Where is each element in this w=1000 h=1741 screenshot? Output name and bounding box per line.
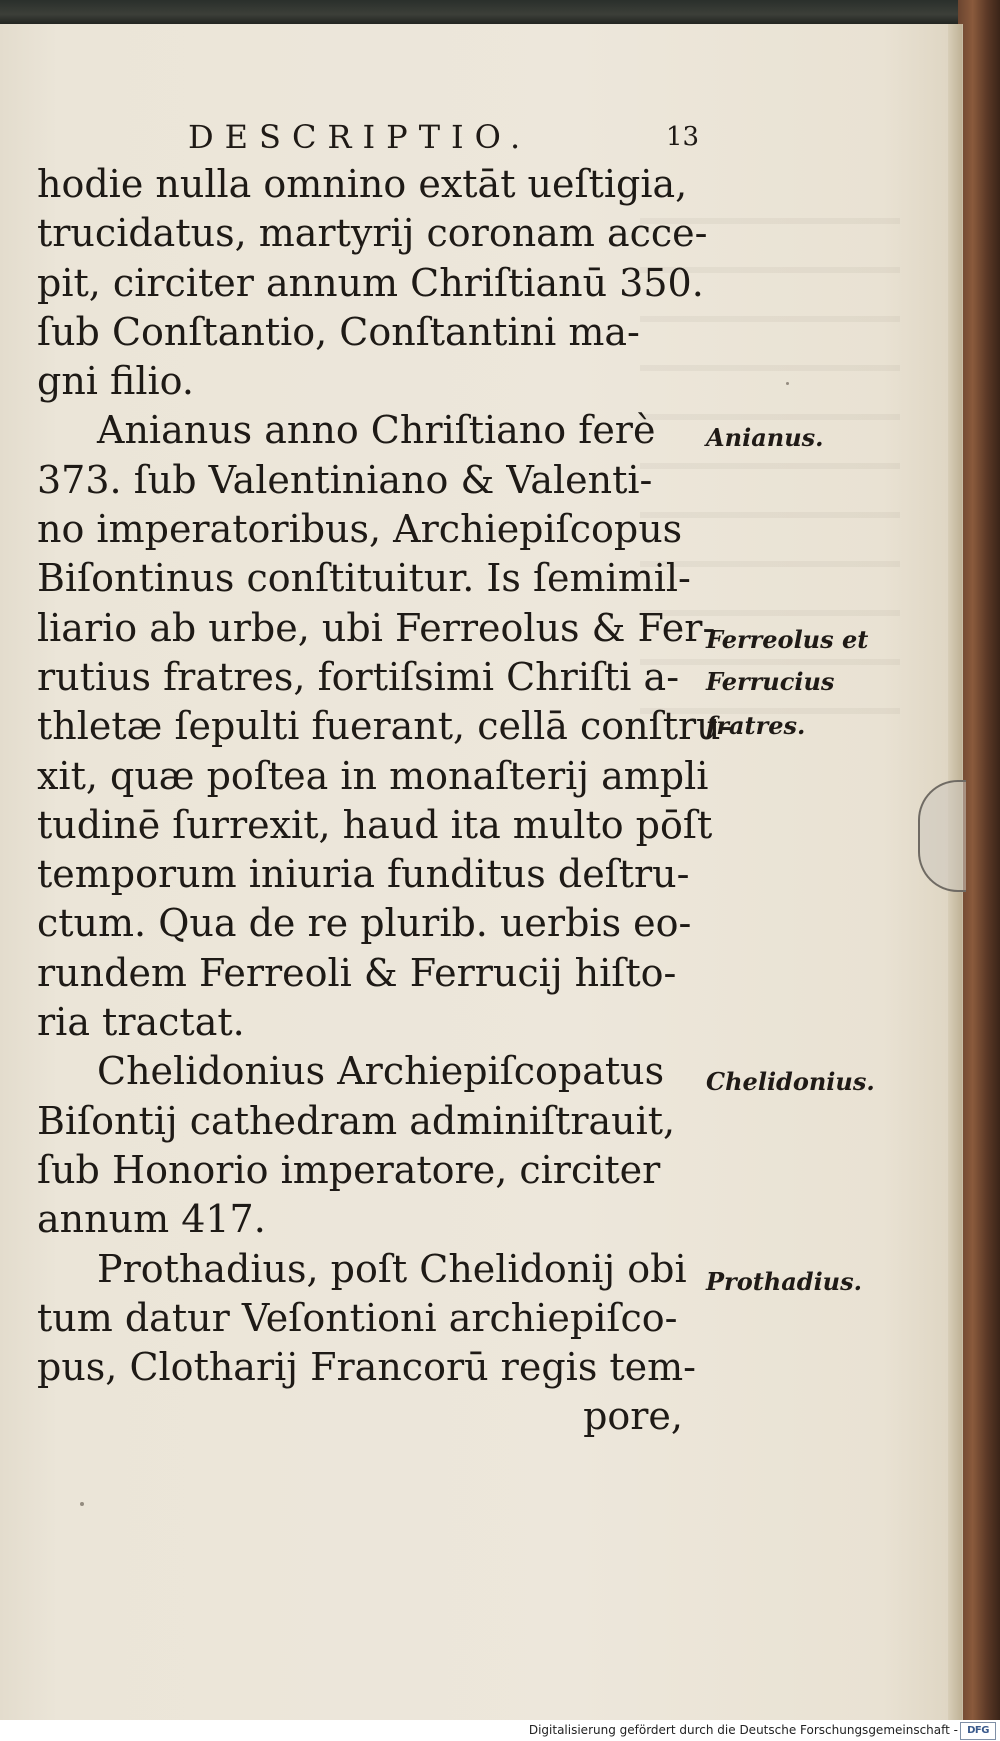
text-line: Prothadius, poſt Chelidonij obi [97,1246,687,1291]
margin-note-ferreolus: Ferreolus et [706,625,869,654]
text-line: annum 417. [37,1197,266,1242]
margin-note-chelidonius: Chelidonius. [706,1067,875,1096]
text-line: rundem Ferreoli & Ferrucij hiſto- [37,950,677,995]
text-line: thletæ ſepulti fuerant, cellā conſtru- [37,704,734,749]
book-top-edge [0,0,960,26]
text-line: ria tractat. [37,1000,245,1045]
running-head: DESCRIPTIO. [188,118,532,156]
margin-note-prothadius: Prothadius. [706,1267,862,1296]
text-line: ſub Conſtantio, Conſtantini ma- [37,309,640,354]
text-line: ſub Honorio imperatore, circiter [37,1147,661,1192]
text-line: ctum. Qua de re plurib. uerbis eo- [37,901,692,946]
page-clip [918,780,966,892]
text-line: no imperatoribus, Archiepiſcopus [37,507,683,552]
text-line: gni filio. [37,359,194,404]
text-line: Biſontinus conſtituitur. Is ſemimil- [37,556,691,601]
text-line: Anianus anno Chriſtiano ferè [97,408,656,453]
text-line: temporum iniuria funditus deſtru- [37,852,690,897]
dfg-logo: DFG [960,1722,996,1740]
text-line: 373. ſub Valentiniano & Valenti- [37,457,653,502]
text-line: tum datur Veſontioni archiepiſco- [37,1295,678,1340]
margin-note-ferreolus: Ferrucius [706,667,835,696]
text-line: tudinē ſurrexit, haud ita multo pōſt [37,802,713,847]
page-number: 13 [666,122,700,152]
ink-speck [786,382,789,385]
ink-speck [80,1502,84,1506]
text-line: xit, quæ poſtea in monaſterij ampli [37,753,709,798]
text-line: rutius fratres, fortiſsimi Chriſti a- [37,654,680,699]
margin-note-anianus: Anianus. [706,423,824,452]
text-line: trucidatus, martyrij coronam acce- [37,211,708,256]
footer-bar [0,1720,1000,1741]
text-line: Biſontij cathedram adminiſtrauit, [37,1098,676,1143]
text-line: Chelidonius Archiepiſcopatus [97,1049,665,1094]
text-line: pit, circiter annum Chriſtianū 350. [37,260,704,305]
text-line: hodie nulla omnino extāt ueſtigia, [37,162,688,206]
footer-credit: Digitalisierung gefördert durch die Deutsche Forschungsgemeinschaft - [528,1723,958,1737]
text-line: pus, Clotharij Francorū regis tem- [37,1345,697,1390]
body-text [37,160,734,1442]
text-line: liario ab urbe, ubi Ferreolus & Fer- [37,605,716,650]
catchword: pore, [583,1394,683,1439]
margin-note-ferreolus: fratres. [706,711,806,740]
